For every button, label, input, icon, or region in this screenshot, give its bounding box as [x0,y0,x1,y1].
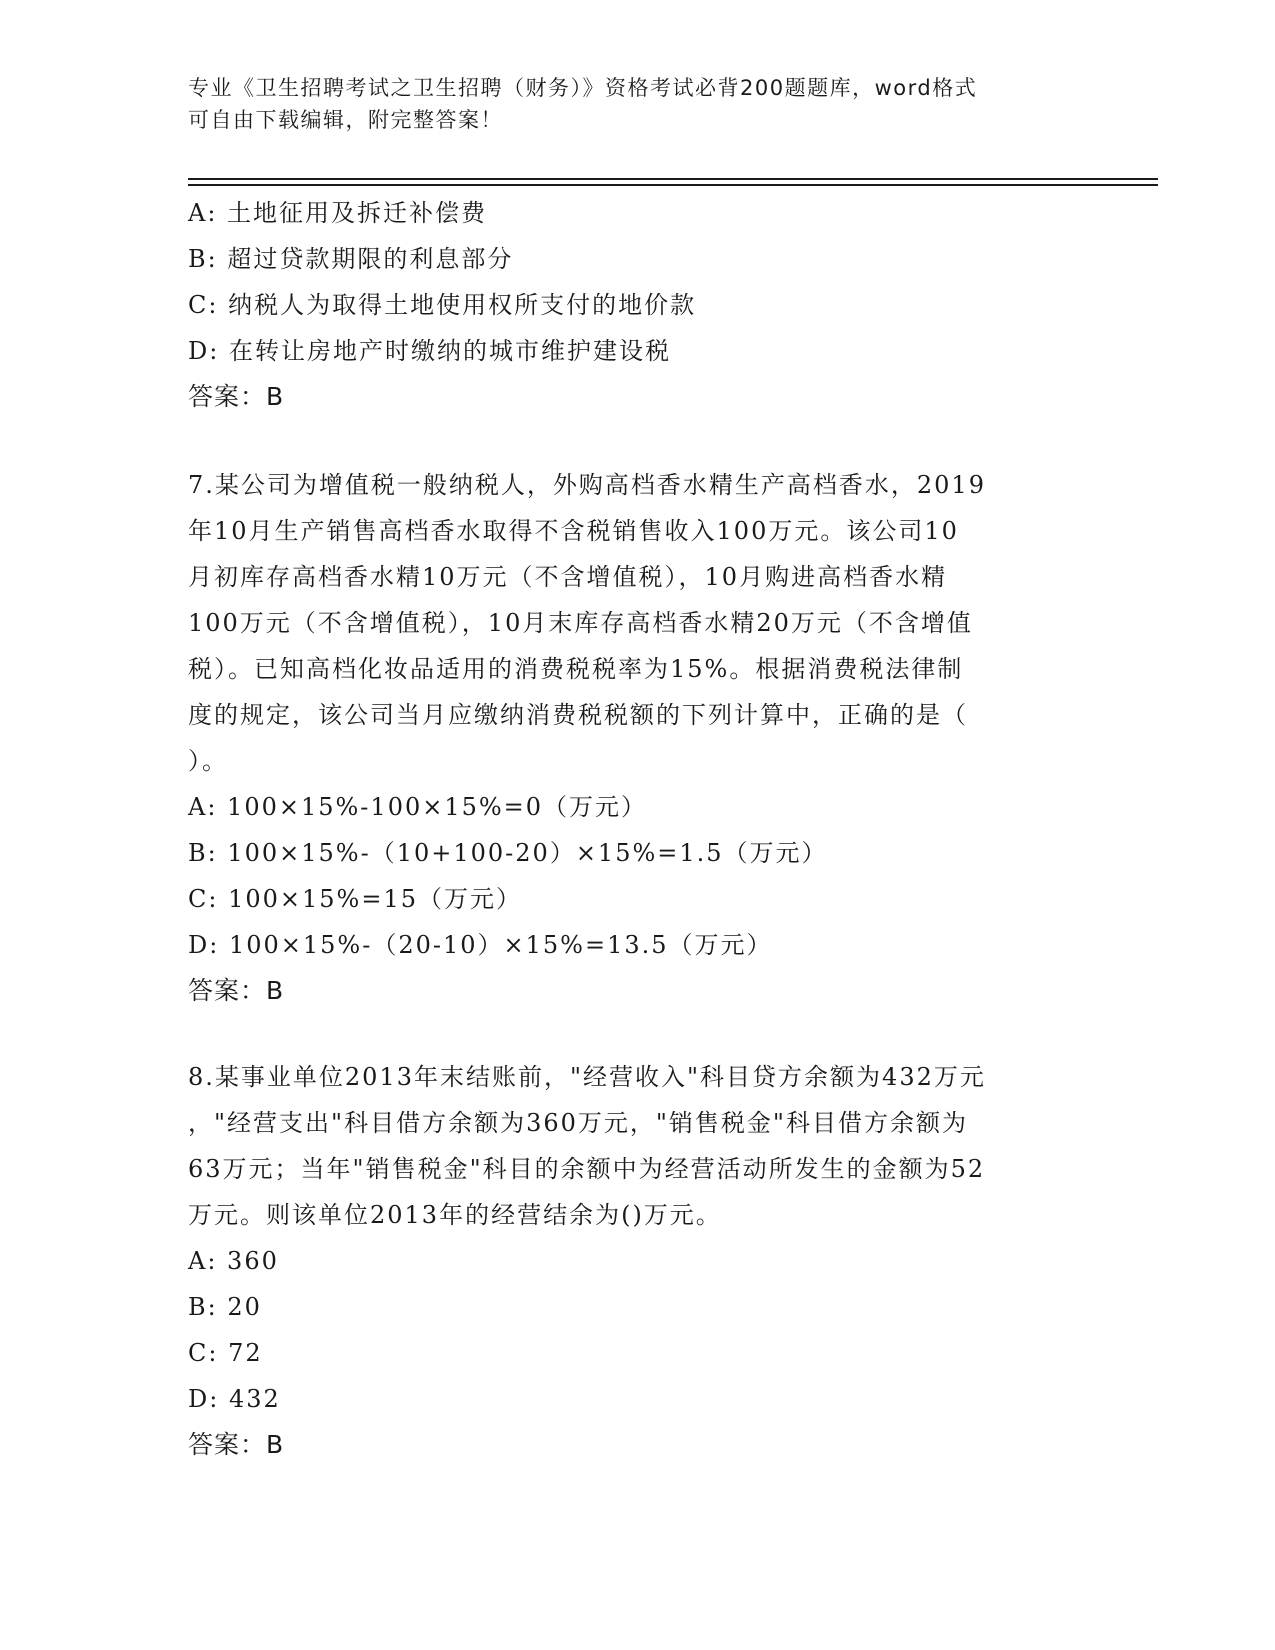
header-line-2: 可自由下载编辑，附完整答案！ [188,108,503,132]
q7-stem-line: 年10月生产销售高档香水取得不含税销售收入100万元。该公司10 [188,517,959,545]
q7-option-a: A: 100×15%-100×15%=0（万元） [188,793,648,821]
header-line-1: 专业《卫生招聘考试之卫生招聘（财务）》资格考试必背200题题库，word格式 [188,76,978,100]
document-body [188,190,1088,1468]
q8-stem-line: 63万元；当年"销售税金"科目的余额中为经营活动所发生的金额为52 [188,1155,986,1183]
q6-answer: 答案：B [188,382,285,411]
header-rule-top [188,178,1158,180]
q8-stem-line: 万元。则该单位2013年的经营结余为()万元。 [188,1201,722,1229]
q8-stem-line: ，"经营支出"科目借方余额为360万元，"销售税金"科目借方余额为 [188,1109,968,1137]
question-7 [188,462,1088,1014]
header-rule-bottom [188,184,1158,186]
q8-stem-line: 8.某事业单位2013年末结账前，"经营收入"科目贷方余额为432万元 [188,1063,986,1091]
q8-option-d: D: 432 [188,1385,281,1413]
question-8 [188,1054,1088,1468]
spacer [188,1014,1088,1054]
q7-stem-line: 度的规定，该公司当月应缴纳消费税税额的下列计算中，正确的是（ [188,701,968,729]
q7-option-b: B: 100×15%-（10+100-20）×15%=1.5（万元） [188,839,828,867]
q8-option-a: A: 360 [188,1247,279,1275]
q7-stem-line: 100万元（不含增值税），10月末库存高档香水精20万元（不含增值 [188,609,973,637]
q8-option-c: C: 72 [188,1339,263,1367]
q6-option-c: C: 纳税人为取得土地使用权所支付的地价款 [188,291,697,319]
q6-option-d: D: 在转让房地产时缴纳的城市维护建设税 [188,337,671,365]
document-header [188,72,1088,136]
spacer [188,420,1088,462]
q7-option-d: D: 100×15%-（20-10）×15%=13.5（万元） [188,931,773,959]
q7-option-c: C: 100×15%=15（万元） [188,885,522,913]
q7-stem-line: ）。 [188,747,228,775]
question-6 [188,190,1088,420]
q8-option-b: B: 20 [188,1293,262,1321]
q8-answer: 答案：B [188,1430,285,1459]
q7-stem-line: 税）。已知高档化妆品适用的消费税税率为15%。根据消费税法律制 [188,655,964,683]
q7-answer: 答案：B [188,976,285,1005]
q6-option-a: A: 土地征用及拆迁补偿费 [188,199,488,227]
q6-option-b: B: 超过贷款期限的利息部分 [188,245,514,273]
q7-stem-line: 月初库存高档香水精10万元（不含增值税），10月购进高档香水精 [188,563,948,591]
q7-stem-line: 7.某公司为增值税一般纳税人，外购高档香水精生产高档香水，2019 [188,471,986,499]
